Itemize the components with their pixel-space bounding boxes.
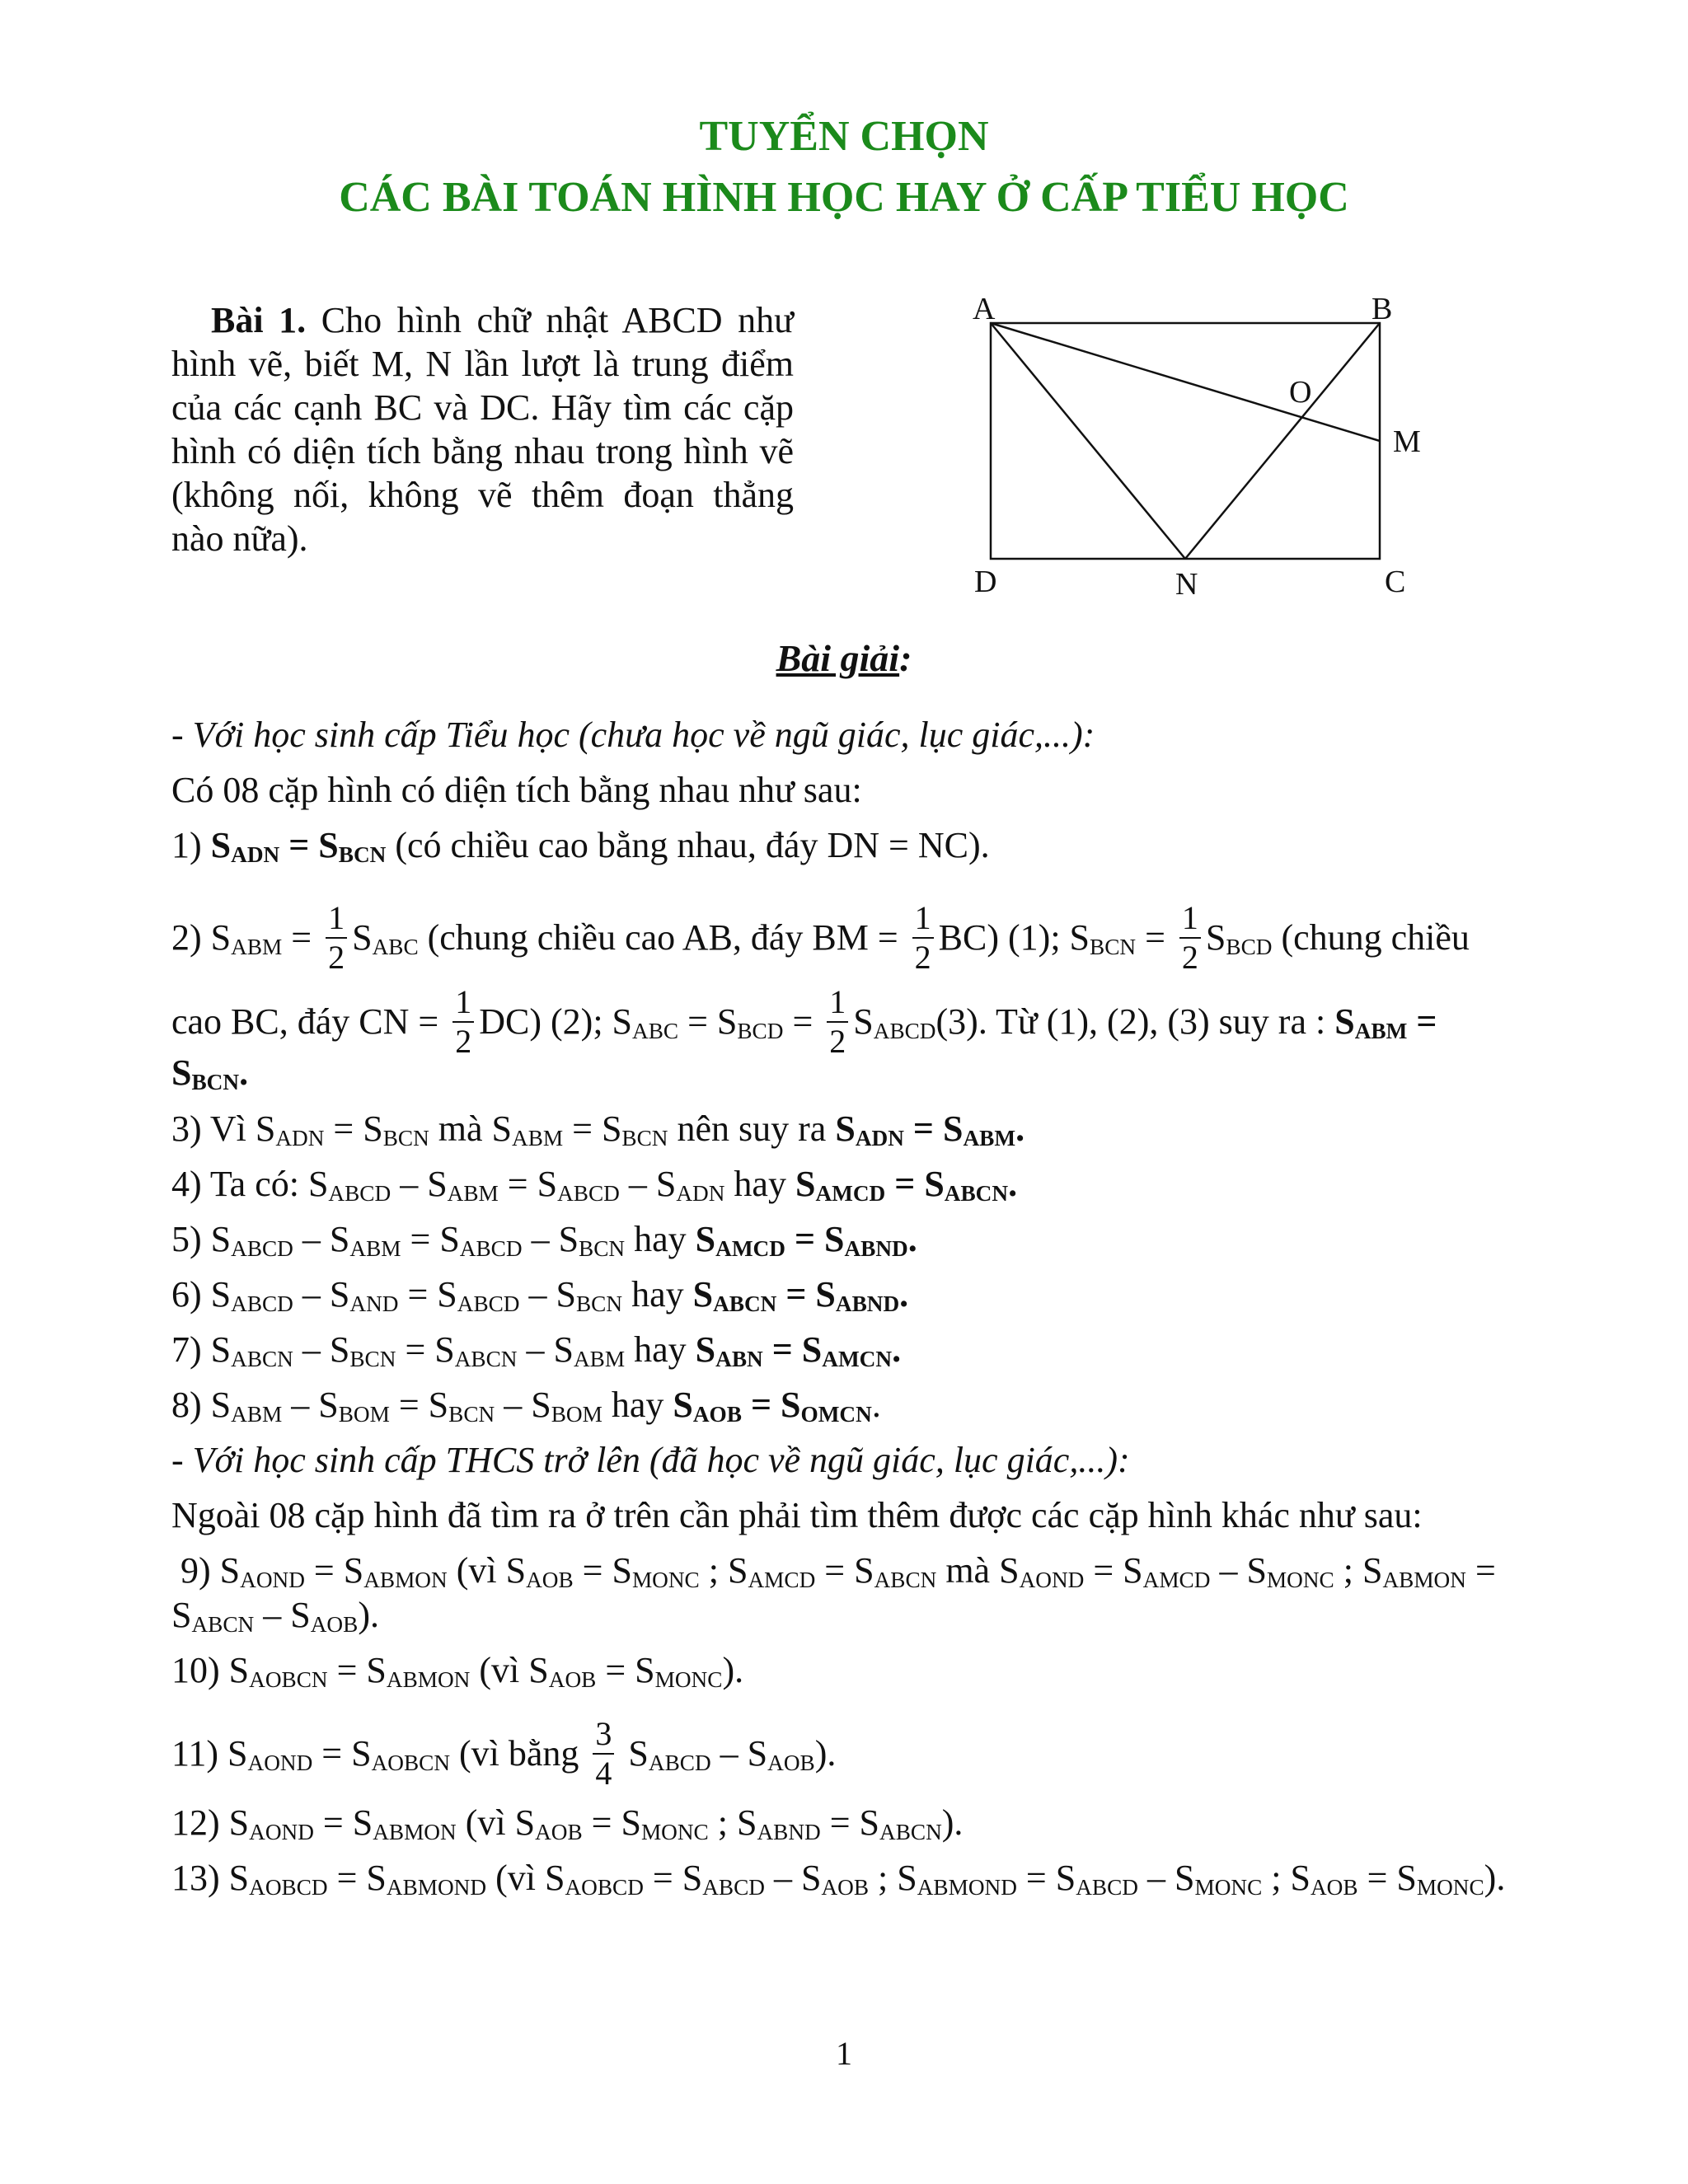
rectangle-abcd — [991, 323, 1380, 559]
pair-2-line-2: cao BC, đáy CN = $\frac{1}{2}$ DC) (2); $S_{ABC} = S_{BCD}$ = $\frac{1}{2}$ $S_{ABCD}(3)$. Từ (1), (2), (3) suy ra : $S_{ABM}$ = — [171, 983, 1437, 1060]
pair-6: 6) $S_{ABCD} - S_{AND} = S_{ABCD} - S_{BCN}$ hay $S_{ABCN} = S_{ABND}$. — [171, 1274, 909, 1316]
solution-heading — [0, 637, 1688, 679]
problem-statement — [171, 298, 794, 560]
label-c: C — [1385, 565, 1406, 599]
fraction-half: $\frac{1}{2}$ — [452, 986, 474, 1058]
primary-count: Có 08 cặp hình có diện tích bằng nhau như sau: — [171, 770, 862, 810]
pair-7: 7) $S_{ABCN} - S_{BCN} = S_{ABCN} - S_{ABM}$ hay $S_{ABN} = S_{AMCN}$. — [171, 1329, 902, 1371]
label-b: B — [1372, 292, 1393, 326]
problem-label: Bài 1. — [211, 300, 307, 340]
pair-3: 3) Vì $S_{ADN} = S_{BCN}$ mà $S_{ABM} = S_{BCN}$ nên suy ra $S_{ADN} = S_{ABM}$. — [171, 1108, 1025, 1151]
pair-9-line-2: $S_{ABCN} - S_{AOB}$). — [171, 1595, 379, 1637]
fraction-half: $\frac{1}{2}$ — [326, 902, 347, 974]
pair-8: 8) $S_{ABM} - S_{BOM} = S_{BCN} - S_{BOM}$ hay $S_{AOB} = S_{OMCN}$. — [171, 1385, 881, 1427]
label-n: N — [1175, 567, 1198, 602]
page-number: 1 — [836, 2035, 852, 2072]
pair-1: 1) $S_{ADN} = S_{BCN}$ (có chiều cao bằng nhau, đáy DN = NC). — [171, 825, 990, 867]
label-a: A — [973, 292, 996, 326]
label-o: O — [1289, 375, 1312, 410]
fraction-half: $\frac{1}{2}$ — [912, 902, 934, 974]
pair-2-line-3: $S_{BCN}$. — [171, 1052, 249, 1094]
pair-4: 4) Ta có: $S_{ABCD} - S_{ABM} = S_{ABCD} - S_{ADN}$ hay $S_{AMCD} = S_{ABCN}$. — [171, 1164, 1018, 1206]
segment-am — [991, 323, 1380, 441]
fraction-three-quarters: $\frac{3}{4}$ — [593, 1718, 614, 1790]
pair-10: 10) $S_{AOBCN} = S_{ABMON}$ (vì $S_{AOB} = S_{MONC}$). — [171, 1650, 744, 1692]
pair-13: 13) $S_{AOBCD} = S_{ABMOND}$ (vì $S_{AOBCD} = S_{ABCD} - S_{AOB}$ ; $S_{ABMOND} = S_{ABCD} - S_{MONC}$ ; $S_{AOB} = S_{MONC}$). — [171, 1858, 1506, 1900]
secondary-intro: - Với học sinh cấp THCS trở lên (đã học về ngũ giác, lục giác,...): — [171, 1440, 1130, 1480]
problem-text: Cho hình chữ nhật ABCD như hình vẽ, biết M, N lần lượt là trung điểm của các cạnh BC và DC. Hãy tìm các cặp hình có diện tích bằng nhau trong hình vẽ (không nối, không vẽ thêm đoạn thẳng nào nữa). — [171, 300, 794, 559]
segment-an — [991, 323, 1185, 559]
pair-11: 11) $S_{AOND} = S_{AOBCN}$ (vì bằng $\frac{3}{4}$ $S_{ABCD} - S_{AOB}$). — [171, 1715, 837, 1792]
pair-2-line-1: 2) $S_{ABM}$ = $\frac{1}{2}$ $S_{ABC}$ (chung chiều cao AB, đáy BM = $\frac{1}{2}$ BC) (1); $S_{BCN}$ = $\frac{1}{2}$ $S_{BCD}$ (chung chiều — [171, 899, 1470, 976]
rectangle-figure — [940, 287, 1434, 608]
title-line-1: TUYỂN CHỌN — [699, 113, 989, 160]
fraction-half: $\frac{1}{2}$ — [827, 986, 848, 1058]
label-d: D — [974, 565, 997, 599]
title-line-2: CÁC BÀI TOÁN HÌNH HỌC HAY Ở CẤP TIỂU HỌC — [339, 174, 1349, 221]
solution-heading-colon: : — [899, 637, 912, 679]
pair-5: 5) $S_{ABCD} - S_{ABM} = S_{ABCD} - S_{BCN}$ hay $S_{AMCD} = S_{ABND}$. — [171, 1219, 917, 1261]
secondary-count: Ngoài 08 cặp hình đã tìm ra ở trên cần phải tìm thêm được các cặp hình khác như sau: — [171, 1495, 1423, 1535]
pair-9-line-1: 9) $S_{AOND} = S_{ABMON}$ (vì $S_{AOB} = S_{MONC}$ ; $S_{AMCD} = S_{ABCN}$ mà $S_{AOND} = S_{AMCD} - S_{MONC}$ ; $S_{ABMON}$ = — [171, 1550, 1496, 1592]
primary-intro: - Với học sinh cấp Tiểu học (chưa học về ngũ giác, lục giác,...): — [171, 715, 1095, 755]
label-m: M — [1393, 424, 1421, 459]
solution-heading-text: Bài giải — [776, 637, 900, 679]
pair-12: 12) $S_{AOND} = S_{ABMON}$ (vì $S_{AOB} = S_{MONC}$ ; $S_{ABND} = S_{ABCN}$). — [171, 1802, 964, 1844]
segment-nb — [1185, 323, 1380, 559]
fraction-half: $\frac{1}{2}$ — [1179, 902, 1201, 974]
